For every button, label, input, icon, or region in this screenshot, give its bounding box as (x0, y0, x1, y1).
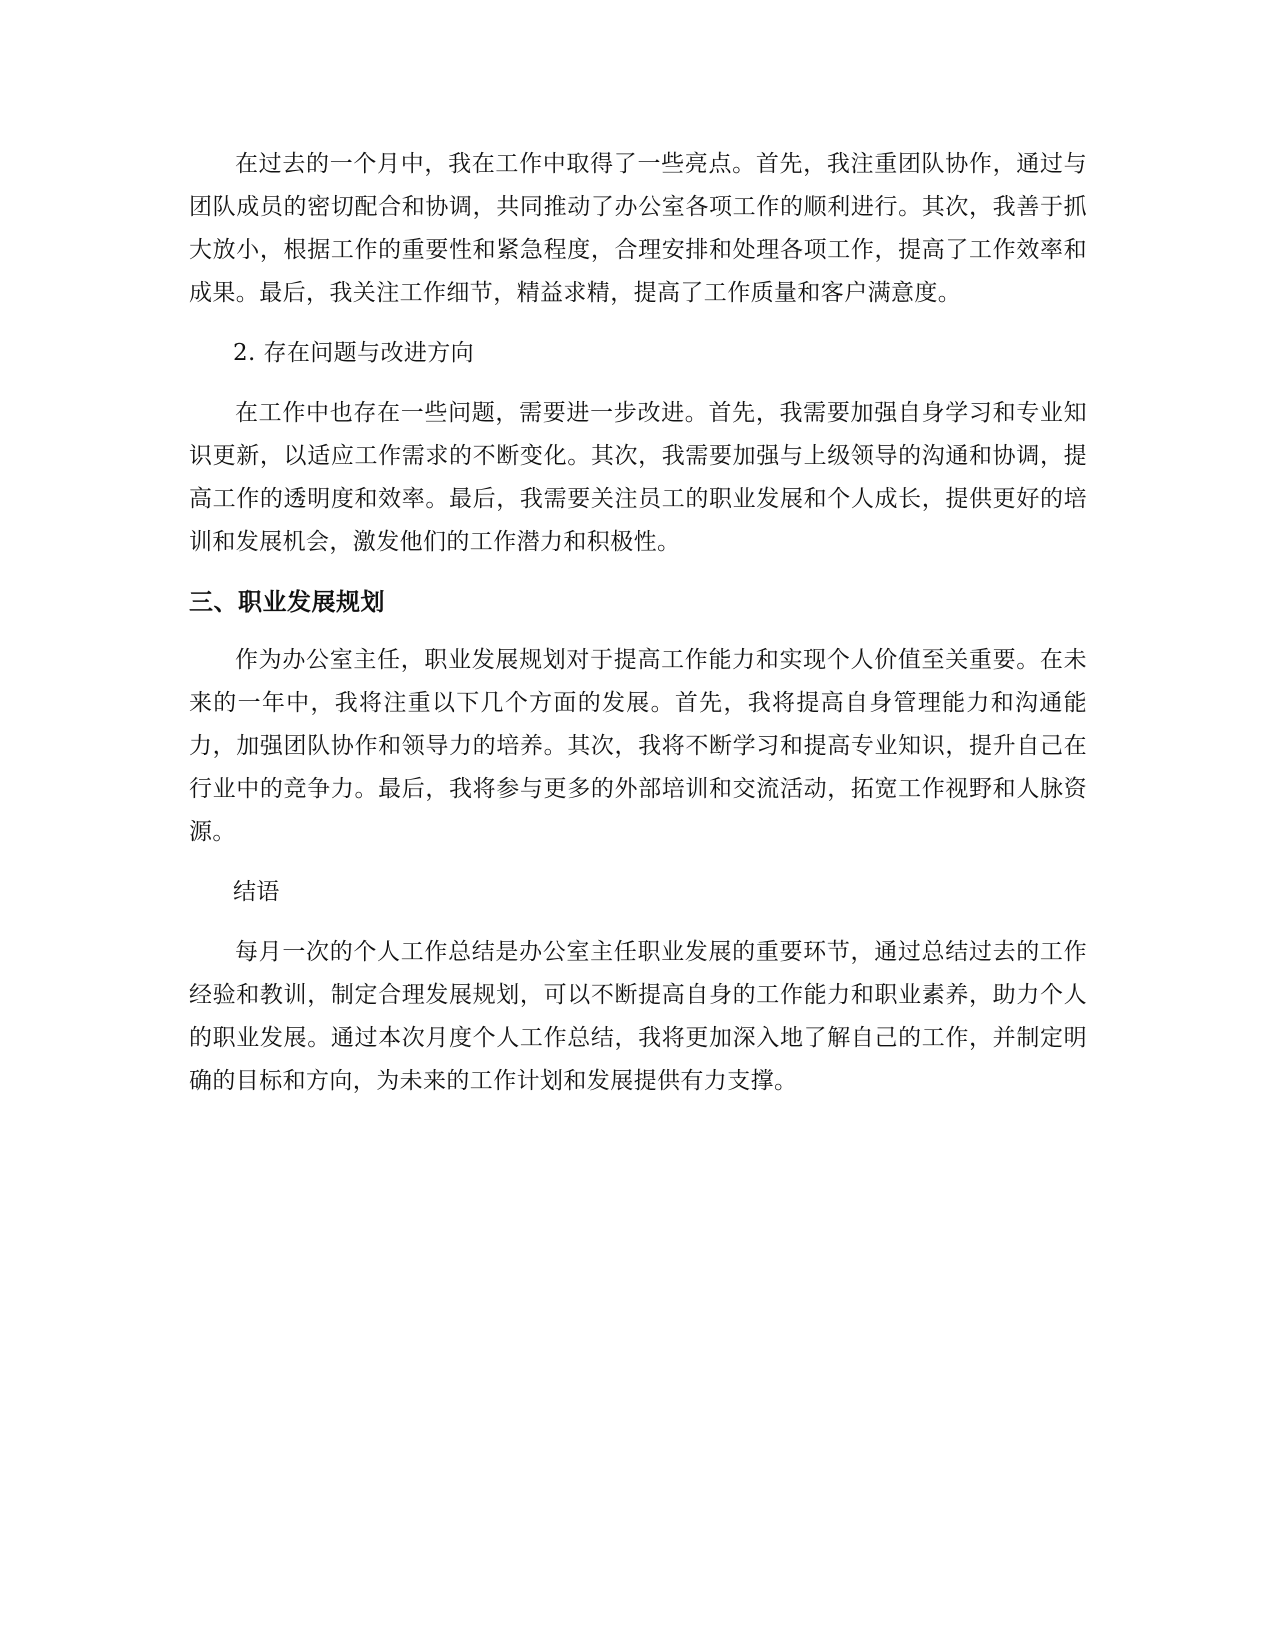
conclusion-heading: 结语 (233, 879, 280, 905)
section-heading-career-plan: 三、职业发展规划 (189, 588, 385, 616)
paragraph-highlights: 在过去的一个月中，我在工作中取得了一些亮点。首先，我注重团队协作，通过与团队成员的密切配合和协调，共同推动了办公室各项工作的顺利进行。其次，我善于抓大放小，根据工作的重要性和紧急程度，合理安排和处理各项工作，提高了工作效率和成果。最后，我关注工作细节，精益求精，提高了工作质量和客户满意度。 (189, 151, 1087, 306)
paragraph-career-plan: 作为办公室主任，职业发展规划对于提高工作能力和实现个人价值至关重要。在未来的一年中，我将注重以下几个方面的发展。首先，我将提高自身管理能力和沟通能力，加强团队协作和领导力的培养。其次，我将不断学习和提高专业知识，提升自己在行业中的竞争力。最后，我将参与更多的外部培训和交流活动，拓宽工作视野和人脉资源。 (189, 647, 1087, 845)
paragraph-problems: 在工作中也存在一些问题，需要进一步改进。首先，我需要加强自身学习和专业知识更新，以适应工作需求的不断变化。其次，我需要加强与上级领导的沟通和协调，提高工作的透明度和效率。最后，我需要关注员工的职业发展和个人成长，提供更好的培训和发展机会，激发他们的工作潜力和积极性。 (189, 400, 1087, 555)
document-body (189, 143, 1087, 1120)
subheading-problems-improvements: 2. 存在问题与改进方向 (233, 340, 475, 366)
paragraph-conclusion: 每月一次的个人工作总结是办公室主任职业发展的重要环节，通过总结过去的工作经验和教训，制定合理发展规划，可以不断提高自身的工作能力和职业素养，助力个人的职业发展。通过本次月度个人工作总结，我将更加深入地了解自己的工作，并制定明确的目标和方向，为未来的工作计划和发展提供有力支撑。 (189, 939, 1087, 1094)
